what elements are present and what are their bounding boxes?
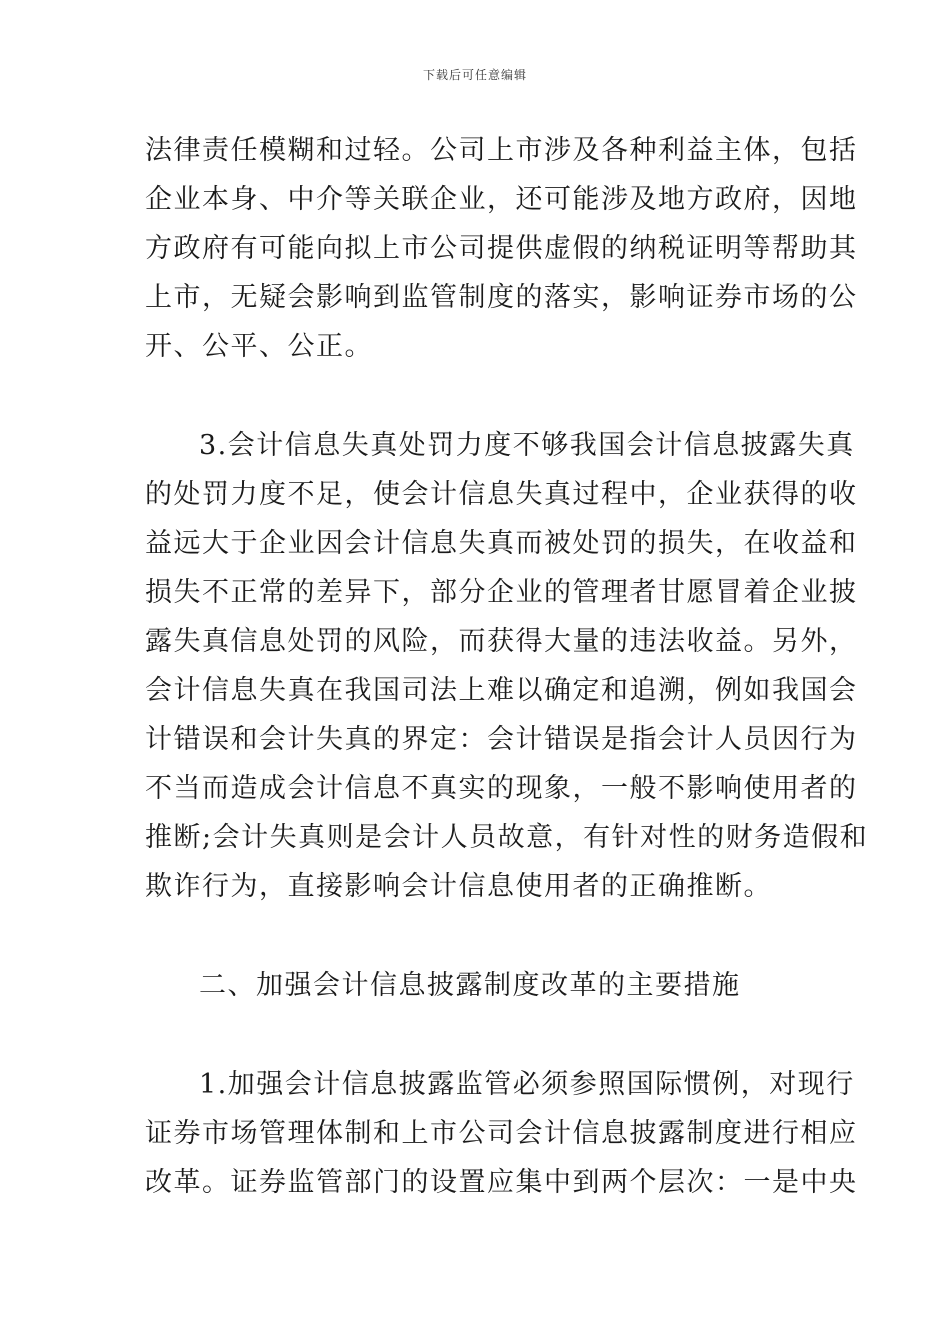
text-line: 会计信息失真在我国司法上难以确定和追溯，例如我国会 (145, 675, 858, 706)
heading-line: 二、加强会计信息披露制度改革的主要措施 (199, 970, 741, 1001)
text-line: 的处罚力度不足，使会计信息失真过程中，企业获得的收 (145, 479, 858, 510)
text-line: 露失真信息处罚的风险，而获得大量的违法收益。另外， (145, 626, 858, 657)
text-line: 推断;会计失真则是会计人员故意，有针对性的财务造假和 (145, 822, 869, 853)
text-line: 不当而造成会计信息不真实的现象，一般不影响使用者的 (145, 773, 858, 804)
paragraph-penalty-insufficient (145, 421, 869, 911)
text-line: 欺诈行为，直接影响会计信息使用者的正确推断。 (145, 871, 772, 902)
text-line: 法律责任模糊和过轻。公司上市涉及各种利益主体，包括 (145, 135, 858, 166)
text-line: 方政府有可能向拟上市公司提供虚假的纳税证明等帮助其 (145, 233, 858, 264)
page-header-note: 下载后可任意编辑 (422, 68, 527, 82)
text-line: 上市，无疑会影响到监管制度的落实，影响证券市场的公 (145, 282, 858, 313)
text-line: 证券市场管理体制和上市公司会计信息披露制度进行相应 (145, 1118, 858, 1149)
text-line: 3.会计信息失真处罚力度不够我国会计信息披露失真 (199, 430, 855, 461)
text-line: 计错误和会计失真的界定：会计错误是指会计人员因行为 (145, 724, 858, 755)
paragraph-strengthen-supervision (145, 1060, 858, 1207)
document-body (145, 126, 869, 1207)
text-line: 企业本身、中介等关联企业，还可能涉及地方政府，因地 (145, 184, 858, 215)
section-heading-reform-measures (145, 961, 810, 1010)
text-line: 益远大于企业因会计信息失真而被处罚的损失，在收益和 (145, 528, 858, 559)
text-line: 开、公平、公正。 (145, 331, 373, 362)
text-line: 损失不正常的差异下，部分企业的管理者甘愿冒着企业披 (145, 577, 858, 608)
text-line: 1.加强会计信息披露监管必须参照国际惯例，对现行 (199, 1069, 855, 1100)
paragraph-legal-liability (145, 126, 858, 371)
text-line: 改革。证券监管部门的设置应集中到两个层次：一是中央 (145, 1167, 858, 1198)
